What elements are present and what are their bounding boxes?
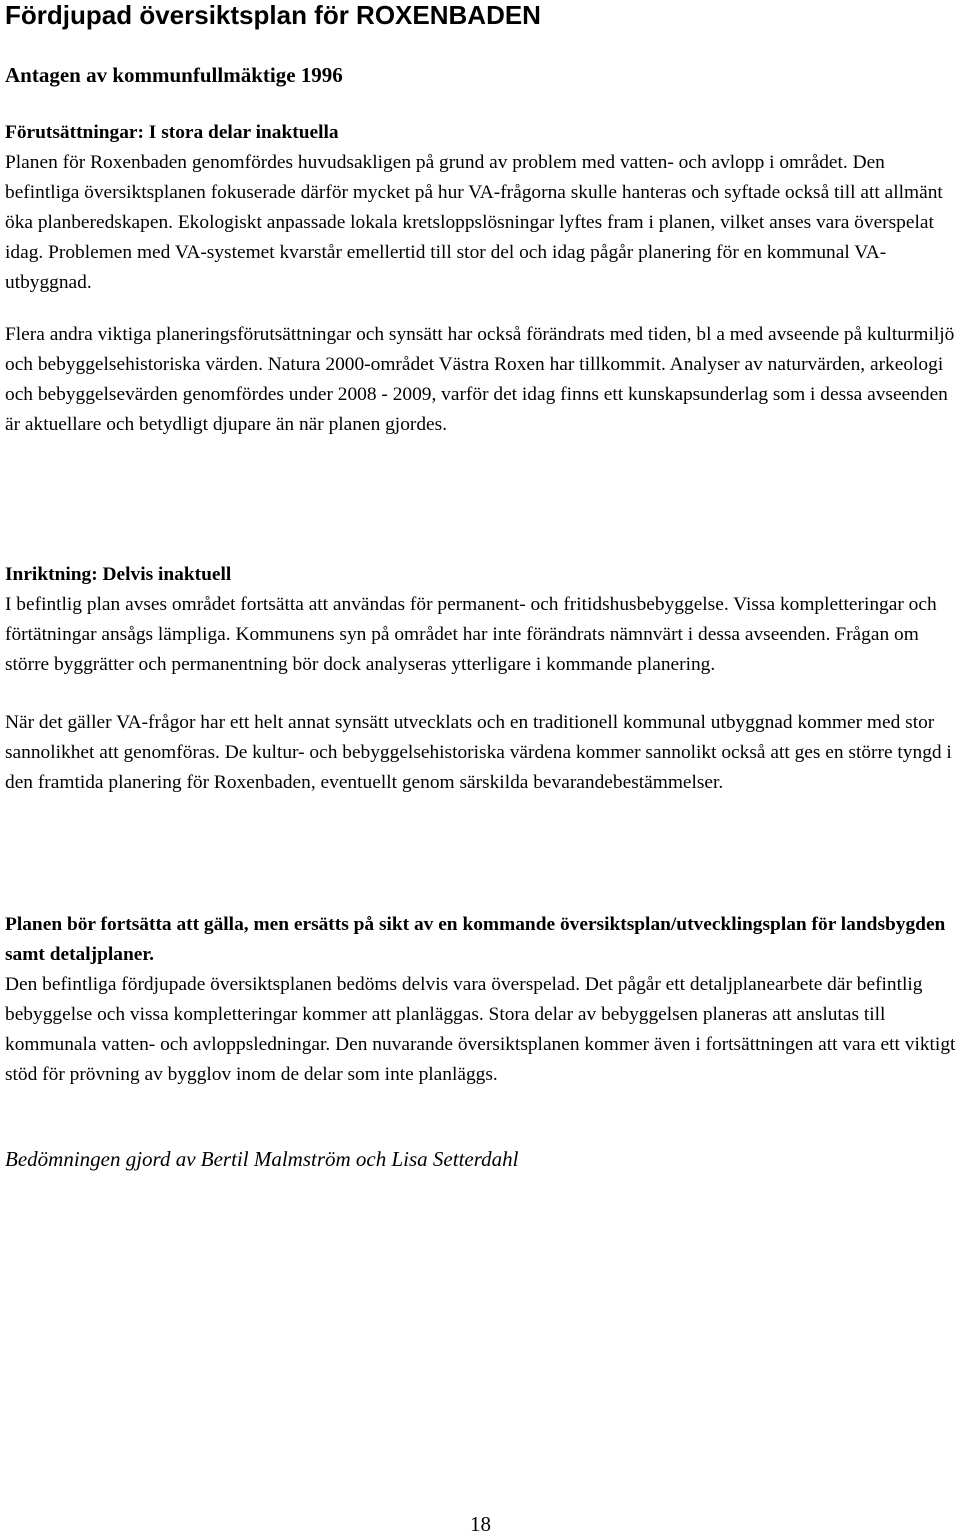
section-heading: Planen bör fortsätta att gälla, men ersätts på sikt av en kommande översiktsplan/utvecklingsplan för landsbygden samt detaljplaner. [5,914,946,965]
section-heading: Inriktning: Delvis inaktuell [5,564,232,585]
assessment-signature: Bedömningen gjord av Bertil Malmström och Lisa Setterdahl [5,1147,519,1171]
page-number: 18 [470,1512,491,1536]
section-heading: Förutsättningar: I stora delar inaktuella [5,122,339,143]
section-direction [5,560,957,798]
page-title: Fördjupad översiktsplan för ROXENBADEN [5,0,541,30]
section-paragraph: I befintlig plan avses området fortsätta att användas för permanent- och fritidshusbebyggelse. Vissa kompletteringar och förtätningar ansågs lämpliga. Kommunens syn på området har inte förändrats nämnvärt i dessa avseenden. Frågan om större byggrätter och permanentning bör dock analyseras ytterligare i kommande planering. [5,594,937,675]
section-paragraph: Flera andra viktiga planeringsförutsättningar och synsätt har också förändrats med tiden, bl a med avseende på kulturmiljö och bebyggelsehistoriska värden. Natura 2000-området Västra Roxen har tillkommit. Analyser av naturvärden, arkeologi och bebyggelsevärden genomfördes under 2008 - 2009, varför det idag finns ett kunskapsunderlag som i dessa avseenden är aktuellare och betydligt djupare än när planen gjordes. [5,324,955,435]
adoption-note: Antagen av kommunfullmäktige 1996 [5,63,343,87]
section-conclusion [5,910,957,1090]
section-prerequisites [5,118,957,440]
section-paragraph: Planen för Roxenbaden genomfördes huvudsakligen på grund av problem med vatten- och avlopp i området. Den befintliga översiktsplanen fokuserade därför mycket på hur VA-frågorna skulle hanteras och syftade också till att allmänt öka planberedskapen. Ekologiskt anpassade lokala kretsloppslösningar lyftes fram i planen, vilket anses vara överspelat idag. Problemen med VA-systemet kvarstår emellertid till stor del och idag pågår planering för en kommunal VA-utbyggnad. [5,152,943,293]
section-paragraph: Den befintliga fördjupade översiktsplanen bedöms delvis vara överspelad. Det pågår ett detaljplanearbete där befintlig bebyggelse och vissa kompletteringar kommer att planläggas. Stora delar av bebyggelsen planeras att anslutas till kommunala vatten- och avloppsledningar. Den nuvarande översiktsplanen kommer även i fortsättningen att vara ett viktigt stöd för prövning av bygglov inom de delar som inte planläggs. [5,974,956,1085]
section-paragraph: När det gäller VA-frågor har ett helt annat synsätt utvecklats och en traditionell kommunal utbyggnad kommer med stor sannolikhet att genomföras. De kultur- och bebyggelsehistoriska värdena kommer sannolikt också att ges en större tyngd i den framtida planering för Roxenbaden, eventuellt genom särskilda bevarandebestämmelser. [5,712,952,793]
